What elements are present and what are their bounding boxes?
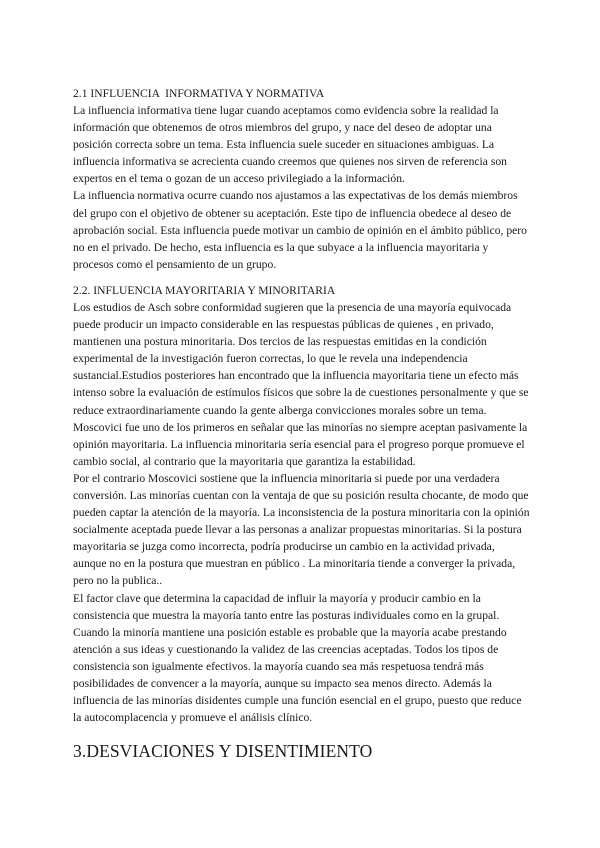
section-informativa-normativa — [73, 86, 531, 273]
chapter-heading: 3.DESVIACIONES Y DISENTIMIENTO — [73, 741, 373, 762]
paragraph: Los estudios de Asch sobre conformidad sugieren que la presencia de una mayoría equivocada puede producir un impacto considerable en las respuestas públicas de quienes , en privado, mantienen una postura minoritaria. Dos tercios de las respuestas emitidas en la condición experimental de la investigación fueron correctas, lo que le revela una independencia sustancial.Estudios posteriores han encontrado que la influencia mayoritaria tiene un efecto más intenso sobre la evaluación de estímulos físicos que sobre la de cuestiones personalmente y que se reduce extraordinariamente cuando la gente alberga convicciones morales sobre un tema. — [73, 300, 529, 417]
document-page — [73, 86, 531, 777]
paragraph: La influencia informativa tiene lugar cuando aceptamos como evidencia sobre la realidad la información que obtenemos de otros miembros del grupo, y nace del deseo de adoptar una posición correcta sobre un tema. Esta influencia suele suceder en situaciones ambiguas. La influencia informativa se acrecienta cuando creemos que quienes nos sirven de referencia son expertos en el tema o gozan de un acceso privilegiado a la información. — [73, 104, 507, 186]
paragraph: La influencia normativa ocurre cuando nos ajustamos a las expectativas de los demás miembros del grupo con el objetivo de obtener su aceptación. Este tipo de influencia obedece al deseo de aprobación social. Esta influencia puede motivar un cambio de opinión en el ámbito público, pero no en el privado. De hecho, esta influencia es la que subyace a la influencia mayoritaria y procesos como el pensamiento de un grupo. — [73, 189, 527, 271]
paragraph: El factor clave que determina la capacidad de influir la mayoría y producir cambio en la consistencia que muestra la mayoría tanto entre las posturas individuales como en la grupal. Cuando la minoría mantiene una posición estable es probable que la mayoría acabe prestando atención a sus ideas y cuestionando la validez de las creencias aceptadas. Todos los tipos de consistencia son igualmente efectivos. la mayoría cuando sea más respetuosa tendrá más posibilidades de convencer a la mayoría, aunque su impacto sea menos directo. Además la influencia de las minorías disidentes cumple una función esencial en el grupo, puesto que reduce la autocomplacencia y promueve el análisis clínico. — [73, 591, 522, 725]
section-heading: 2.1 INFLUENCIA INFORMATIVA Y NORMATIVA — [73, 87, 325, 100]
paragraph: Moscovici fue uno de los primeros en señalar que las minorías no siempre aceptan pasivamente la opinión mayoritaria. La influencia minoritaria sería esencial para el progreso porque promueve el cambio social, al contrario que la mayoritaria que garantiza la estabilidad. — [73, 420, 528, 468]
section-heading: 2.2. INFLUENCIA MAYORITARIA Y MINORITARIA — [73, 283, 336, 297]
paragraph: Por el contrario Moscovici sostiene que la influencia minoritaria si puede por una verdadera conversión. Las minorías cuentan con la ventaja de que su posición resulta chocante, de modo que pueden captar la atención de la mayoría. La inconsistencia de la postura minoritaria con la opinión socialmente aceptada puede llevar a las personas a analizar propuestas minoritarias. Si la postura mayoritaria se juzga como incorrecta, podría producirse un cambio en la actividad privada, aunque no en la postura que muestran en público . La minoritaria tiende a converger la privada, pero no la publica.. — [73, 471, 530, 588]
section-mayoritaria-minoritaria — [73, 283, 531, 726]
